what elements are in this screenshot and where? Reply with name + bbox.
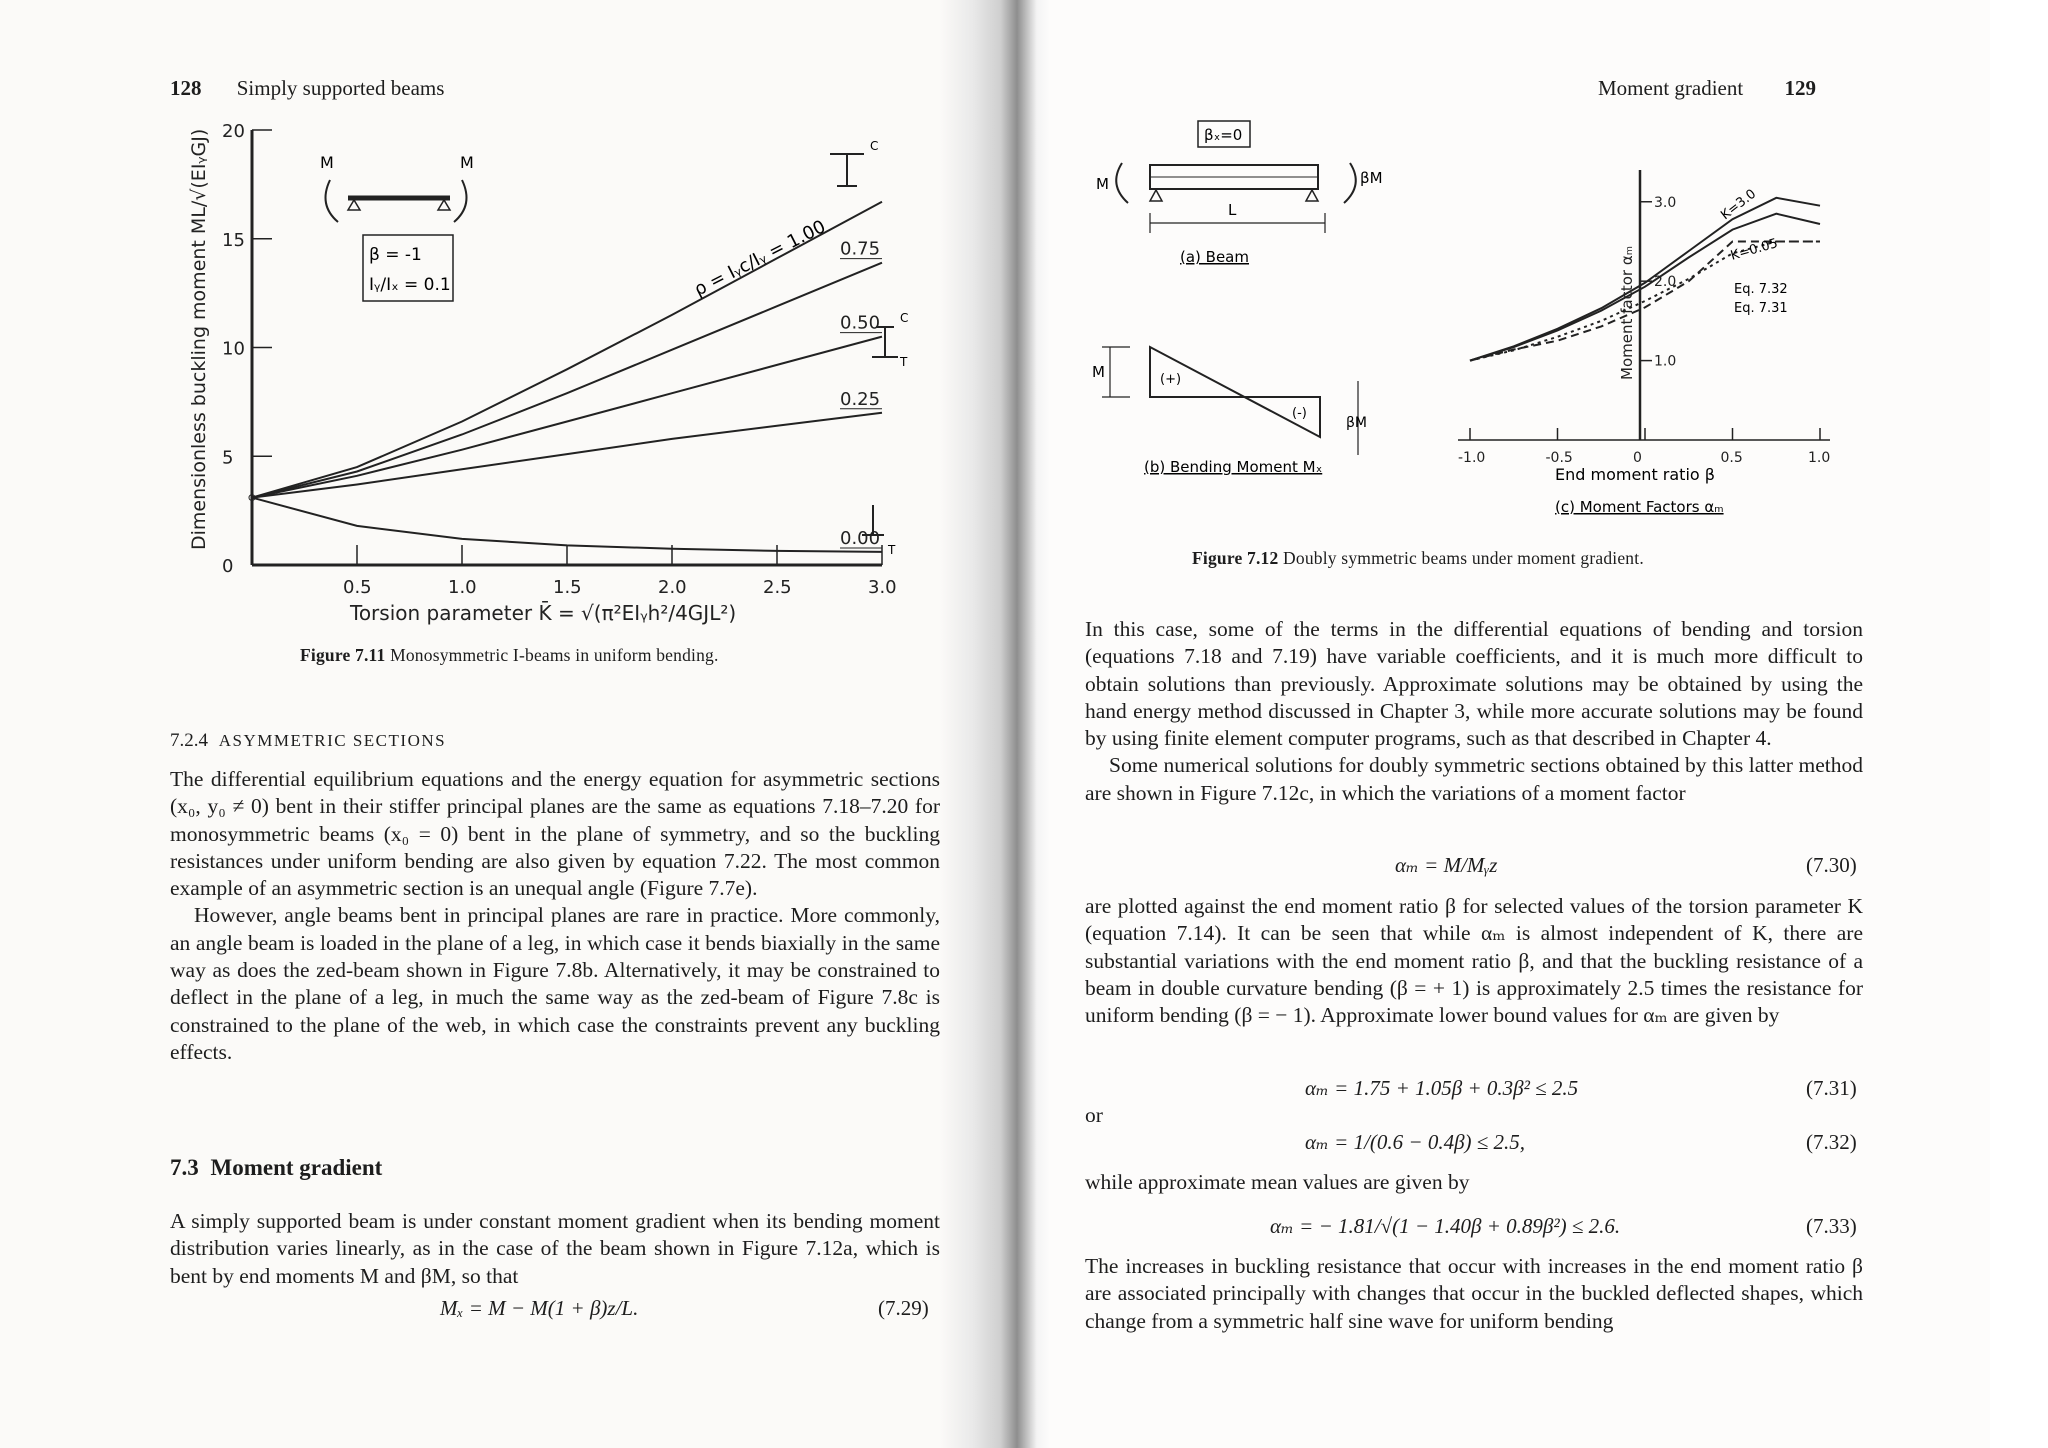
left-body-text-2 bbox=[170, 1208, 940, 1290]
figure-7-12-ab bbox=[1080, 115, 1440, 485]
bmd-plus-label: (+) bbox=[1160, 372, 1182, 387]
c-x-tick-label: -0.5 bbox=[1545, 450, 1573, 466]
moment-right-label: M bbox=[460, 153, 474, 172]
equation-7-31-number: (7.31) bbox=[1806, 1076, 1857, 1100]
section-7-2-4-number: 7.2.4 bbox=[170, 730, 208, 751]
scan-margin bbox=[1990, 0, 2048, 1448]
eq-731-label: Eq. 7.31 bbox=[1734, 301, 1788, 316]
bmd-bm-label: βM bbox=[1346, 415, 1368, 431]
k-high-label: K=3.0 bbox=[1718, 186, 1760, 224]
rho-label: ρ = Iᵧc/Iᵧ = 1.00 bbox=[690, 216, 830, 301]
c-series-line-K-3-0 bbox=[1470, 198, 1820, 361]
moment-arrow-left-icon bbox=[326, 180, 339, 222]
right-page-number: 129 bbox=[1784, 76, 1816, 100]
figure-7-11-ylabel: Dimensionless buckling moment ML/√(EIᵧGJ) bbox=[188, 128, 210, 550]
y-tick-label: 20 bbox=[222, 121, 245, 142]
right-paragraph-4: while approximate mean values are given by bbox=[1085, 1170, 1470, 1194]
ratio-box-label: Iᵧ/Iₓ = 0.1 bbox=[369, 275, 451, 295]
figure-7-11-axes bbox=[252, 130, 882, 565]
figure-7-11-caption-text: Monosymmetric I-beams in uniform bending. bbox=[390, 645, 719, 665]
equation-7-32-number: (7.32) bbox=[1806, 1130, 1857, 1154]
figure-7-12c-series bbox=[1470, 198, 1820, 361]
moment-arrow-right-icon bbox=[454, 180, 467, 222]
c-x-tick-label: -1.0 bbox=[1458, 450, 1486, 466]
series-line-rho-0.25 bbox=[252, 413, 882, 498]
span-l-label: L bbox=[1228, 201, 1237, 219]
fig-7-12b-caption: (b) Bending Moment Mₓ bbox=[1144, 458, 1323, 476]
beam-a-pin-icon bbox=[1150, 190, 1162, 201]
bmd-m-label: M bbox=[1092, 363, 1105, 381]
left-paragraph-3: A simply supported beam is under constant moment gradient when its bending moment distribution varies linearly, as in the case of the beam shown in Figure 7.12a, which is bent by end moments M and βM, so that bbox=[170, 1209, 940, 1288]
beta-box-label: β = -1 bbox=[369, 245, 422, 265]
right-paragraph-2: Some numerical solutions for doubly symmetric sections obtained by this latter method are shown in Figure 7.12c, in which the variations of a moment factor bbox=[1085, 753, 1863, 805]
bmd-minus-label: (-) bbox=[1292, 406, 1307, 421]
k-low-label: K=0.05 bbox=[1728, 236, 1780, 264]
right-paragraph-5: The increases in buckling resistance that occur with increases in the end moment ratio β are associated principally with changes that occur in the buckled deflected shapes, which change from a symmetric half sine wave for uniform bending bbox=[1085, 1254, 1863, 1333]
i-c-mark: C bbox=[900, 311, 909, 325]
c-xlabel: End moment ratio β bbox=[1555, 465, 1715, 484]
right-body-text-3 bbox=[1085, 1253, 1863, 1335]
figure-7-11-caption-label: Figure 7.11 bbox=[300, 645, 386, 665]
c-y-tick-label: 1.0 bbox=[1654, 353, 1677, 370]
equation-7-31: αₘ = 1.75 + 1.05β + 0.3β² ≤ 2.5 bbox=[1305, 1076, 1579, 1100]
equation-7-30: αₘ = M/Mᵧz bbox=[1395, 853, 1498, 877]
c-x-tick-label: 0.5 bbox=[1720, 450, 1743, 466]
fig-7-12a-caption: (a) Beam bbox=[1180, 248, 1249, 266]
y-tick-label: 0 bbox=[222, 556, 234, 577]
x-tick-label: 2.5 bbox=[763, 577, 792, 598]
figure-7-12c bbox=[1440, 150, 1860, 530]
section-7-3-title: Moment gradient bbox=[210, 1155, 383, 1180]
series-label-0.00: 0.00 bbox=[840, 527, 881, 549]
figure-7-12-caption-text: Doubly symmetric beams under moment gradient. bbox=[1283, 548, 1644, 568]
section-7-3-number: 7.3 bbox=[170, 1155, 199, 1180]
equation-7-29-number: (7.29) bbox=[878, 1296, 929, 1320]
right-running-title: Moment gradient bbox=[1598, 76, 1744, 100]
book-gutter bbox=[940, 0, 1050, 1448]
c-y-tick-label: 3.0 bbox=[1654, 194, 1677, 211]
c-y-tick-label: 2.0 bbox=[1654, 274, 1677, 291]
equation-7-32: αₘ = 1/(0.6 − 0.4β) ≤ 2.5, bbox=[1305, 1130, 1526, 1154]
moment-m-arrow-icon bbox=[1116, 163, 1128, 203]
pin-support-icon bbox=[348, 200, 360, 210]
equation-7-33-number: (7.33) bbox=[1806, 1214, 1857, 1238]
right-page-header bbox=[1598, 76, 1816, 101]
x-tick-label: 3.0 bbox=[868, 577, 897, 598]
right-paragraph-1: In this case, some of the terms in the differential equations of bending and torsion (equations 7.18 and 7.19) have variable coefficients, and it is much more difficult to obtain solutions than previously. Approximate solutions may be obtained by using the hand energy method discussed in Chapter 3, while more accurate solutions may be found by using finite element computer programs, such as that described in Chapter 4. bbox=[1085, 617, 1863, 751]
figure-7-11-xlabel: Torsion parameter K̄ = √(π²EIᵧh²/4GJL²) bbox=[350, 601, 737, 625]
section-7-3-heading bbox=[170, 1155, 382, 1181]
figure-7-11-caption bbox=[300, 645, 719, 666]
series-line-rho-0.00 bbox=[252, 498, 882, 552]
y-tick-label: 10 bbox=[222, 338, 245, 360]
tee-c-mark: C bbox=[870, 139, 879, 153]
equation-7-33: αₘ = − 1.81/√(1 − 1.40β + 0.89β²) ≤ 2.6. bbox=[1270, 1214, 1621, 1238]
x-tick-label: 2.0 bbox=[658, 577, 687, 598]
tee-section-icon bbox=[830, 154, 864, 186]
beam-bm-label: βM bbox=[1360, 169, 1383, 187]
left-page-header bbox=[170, 76, 444, 101]
right-body-text-1 bbox=[1085, 616, 1863, 807]
figure-7-12-caption-label: Figure 7.12 bbox=[1192, 548, 1279, 568]
equation-7-30-number: (7.30) bbox=[1806, 853, 1857, 877]
y-tick-label: 5 bbox=[222, 447, 234, 469]
left-page-number: 128 bbox=[170, 76, 202, 100]
section-7-2-4-title: ASYMMETRIC SECTIONS bbox=[218, 731, 447, 750]
beam-sketch-icon bbox=[320, 153, 474, 222]
series-label-0.75: 0.75 bbox=[840, 238, 881, 260]
series-line-rho-0.75 bbox=[252, 263, 882, 498]
left-running-title: Simply supported beams bbox=[236, 76, 445, 100]
equation-7-29: Mₓ = M − M(1 + β)z/L. bbox=[440, 1296, 639, 1320]
left-paragraph-1: The differential equilibrium equations and the energy equation for asymmetric sections (x₀, y₀ ≠ 0) bent in their stiffer principal planes are the same as equations 7.18–7.20 for monosymmetric beams (x₀ = 0) bent in the plane of symmetry, and so the buckling resistances under uniform bending are also given by equation 7.22. The most common example of an asymmetric section is an unequal angle (Figure 7.7e). bbox=[170, 767, 940, 901]
section-7-2-4-heading bbox=[170, 730, 446, 752]
beta-x-label: βₓ=0 bbox=[1204, 126, 1243, 144]
figure-7-12-caption bbox=[1192, 548, 1644, 569]
y-tick-label: 15 bbox=[222, 229, 245, 251]
c-ylabel: Moment factor αₘ bbox=[1618, 245, 1636, 380]
left-body-text-1 bbox=[170, 766, 940, 1066]
series-label-0.50: 0.50 bbox=[840, 312, 881, 334]
eq-732-label: Eq. 7.32 bbox=[1734, 282, 1788, 297]
series-label-0.25: 0.25 bbox=[840, 388, 881, 410]
figure-7-11 bbox=[170, 110, 930, 630]
moment-bm-arrow-icon bbox=[1344, 163, 1356, 203]
bending-moment-diagram bbox=[1150, 347, 1320, 437]
x-tick-label: 1.5 bbox=[553, 577, 582, 598]
beam-a-roller-icon bbox=[1306, 190, 1318, 201]
or-word: or bbox=[1085, 1103, 1103, 1127]
inverted-tee-t-mark: T bbox=[888, 543, 896, 557]
c-x-tick-label: 0 bbox=[1633, 450, 1642, 466]
i-t-mark: T bbox=[900, 355, 908, 369]
roller-support-icon bbox=[438, 200, 450, 210]
c-x-tick-label: 1.0 bbox=[1808, 450, 1831, 466]
moment-left-label: M bbox=[320, 153, 334, 172]
right-body-text-2 bbox=[1085, 893, 1863, 1029]
x-tick-label: 0.5 bbox=[343, 577, 372, 598]
fig-7-12c-caption: (c) Moment Factors αₘ bbox=[1555, 498, 1724, 516]
beam-m-label: M bbox=[1096, 175, 1109, 193]
x-tick-label: 1.0 bbox=[448, 577, 477, 598]
right-paragraph-3: are plotted against the end moment ratio β for selected values of the torsion parameter K (equation 7.14). It can be seen that while αₘ is almost independent of K, there are substantial variations with the end moment ratio β, and that the buckling resistance of a beam in double curvature bending (β = + 1) is approximately 2.5 times the resistance for uniform bending (β = − 1). Approximate lower bound values for αₘ are given by bbox=[1085, 894, 1863, 1028]
left-paragraph-2: However, angle beams bent in principal planes are rare in practice. More commonly, an angle beam is loaded in the plane of a leg, in which case it bends biaxially in the same way as does the zed-beam shown in Figure 7.8b. Alternatively, it may be constrained to deflect in the plane of a leg, in much the same way as the zed-beam of Figure 7.8c is constrained to the plane of the web, in which case the constraints prevent any buckling effects. bbox=[170, 903, 940, 1064]
